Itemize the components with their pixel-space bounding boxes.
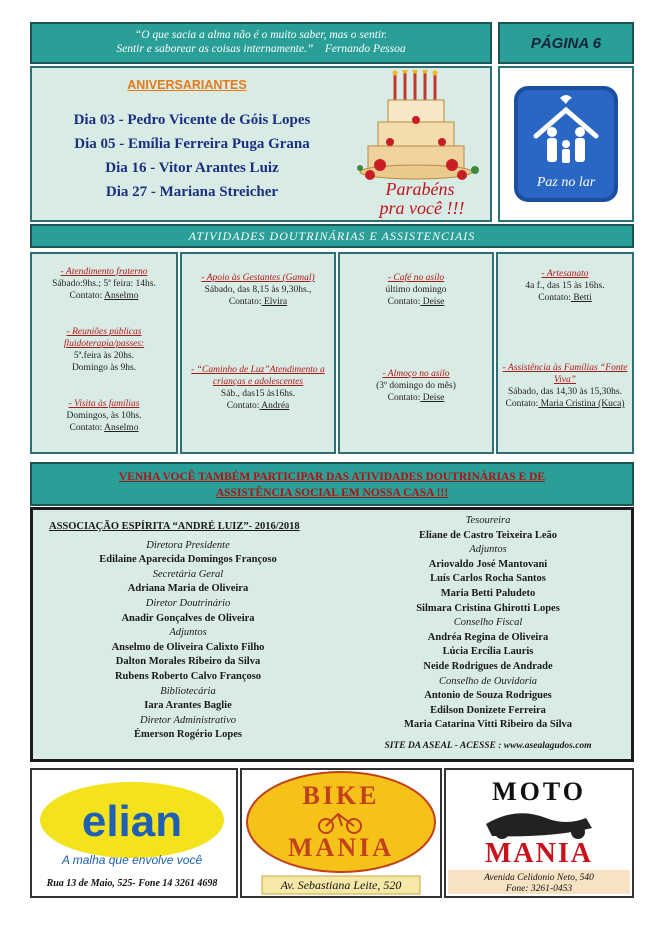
activity-title: - Visita às famílias	[68, 399, 140, 409]
bike-word-1: BIKE	[302, 781, 380, 810]
board-role: Tesoureira	[465, 515, 511, 526]
cake-caption-2: pra você !!!	[379, 198, 465, 218]
board-title: ASSOCIAÇÃO ESPÍRITA “ANDRÉ LUIZ”- 2016/2018	[49, 521, 300, 532]
board-role: Secretária Geral	[152, 568, 224, 580]
quote-line-2: Sentir e saborear as coisas internamente.” Fernando Pessoa	[116, 43, 406, 55]
board-member-name: Dalton Morales Ribeiro da Silva	[115, 656, 261, 668]
board-role: Adjuntos	[169, 627, 207, 639]
contact-name: Anselmo	[104, 423, 139, 433]
activity-title: - Café no asilo	[387, 273, 445, 283]
board-left-column	[43, 520, 333, 743]
bike-address: Av. Sebastiana Leite, 520	[280, 878, 402, 892]
board-role: Diretor Administrativo	[140, 714, 236, 726]
moto-address: Avenida Celidonio Neto, 540	[484, 873, 594, 883]
board-role: Diretora Presidente	[146, 539, 230, 551]
elian-slogan: A malha que envolve você	[61, 853, 203, 867]
birthdays-title: ANIVERSARIANTES	[127, 78, 247, 92]
paz-no-lar-logo	[500, 68, 632, 220]
activity-column-1: - Atendimento fraterno Sábado:9hs.; 5ª feira: 14hs. Contato: Anselmo - Reuniões públicas fluidoterapia/passes: 5ª.feira às 20hs. Domingo às 9hs. - Visita às famílias Domingos, às 10hs. Contato: Anselmo	[30, 252, 178, 454]
moto-word-1: MOTO	[492, 777, 586, 806]
activities-title: ATIVIDADES DOUTRINÁRIAS E ASSISTENCIAIS	[30, 224, 634, 248]
activity-column-4: - Artesanato 4a f., das 15 às 16hs. Contato: Betti - Assistência às Famílias “Fonte Viva” Sábado, das 14,30 às 15,30hs. Contato: Maria Cristina (Kuca)	[496, 252, 634, 454]
board-role: Bibliotecária	[160, 685, 216, 697]
birthdays-list	[32, 108, 352, 204]
paz-no-lar-panel	[498, 66, 634, 222]
page-number: PÁGINA 6	[498, 22, 634, 64]
header-quote	[30, 22, 492, 64]
board-member-name: Edilaine Aparecida Domingos Françoso	[99, 554, 277, 566]
board-member-name: Luís Carlos Rocha Santos	[430, 573, 546, 585]
contact-name: Deise	[420, 297, 445, 307]
board-member-name: Anadir Gonçalves de Oliveira	[121, 612, 255, 624]
activity-title: - Reuniões públicas fluidoterapia/passes:	[63, 327, 145, 349]
board-member-name: Adriana Maria de Oliveira	[127, 583, 249, 595]
board-role: Conselho Fiscal	[453, 617, 523, 629]
birthday-item: Dia 16 - Vitor Arantes Luiz	[105, 160, 279, 176]
bike-word-2: MANIA	[288, 833, 394, 862]
birthday-item: Dia 05 - Emília Ferreira Puga Grana	[74, 136, 310, 152]
birthday-item: Dia 03 - Pedro Vicente de Góis Lopes	[73, 112, 311, 128]
contact-name: Elvira	[261, 297, 288, 307]
moto-word-2: MANIA	[485, 838, 593, 869]
birthday-cake-image	[350, 70, 490, 218]
elian-brand: elian	[81, 797, 183, 846]
birthdays-panel	[30, 66, 492, 222]
board-member-name: Silmara Cristina Ghirotti Lopes	[416, 602, 560, 614]
board-member-name: Rubens Roberto Calvo Françoso	[114, 670, 262, 682]
board-member-name: Lúcia Ercília Lauris	[442, 646, 534, 658]
quote-line-1: “O que sacia a alma não é o muito saber, mas o sentir.	[134, 29, 388, 41]
board-member-name: Eliane de Castro Teixeira Leão	[418, 529, 558, 541]
activity-title: - Artesanato	[541, 269, 589, 279]
board-member-name: Neide Rodrigues de Andrade	[423, 660, 553, 672]
cake-caption-1: Parabéns	[385, 179, 455, 199]
elian-address: Rua 13 de Maio, 525- Fone 14 3261 4698	[46, 878, 218, 889]
contact-name: Betti	[570, 293, 592, 303]
activity-title: - Apoio às Gestantes (Gamal)	[201, 273, 315, 283]
paz-no-lar-text: Paz no lar	[536, 175, 596, 190]
board-role: Conselho de Ouvidoria	[439, 675, 537, 687]
activity-title: - Assistência às Famílias “Fonte Viva”	[502, 363, 628, 385]
board-member-name: Edilson Donizete Ferreira	[430, 704, 546, 716]
site-link[interactable]: SITE DA ASEAL - ACESSE : www.asealagudos.com	[384, 740, 592, 751]
activity-title: - “Caminho de Luz”Atendimento a crianças e adolescentes	[191, 365, 325, 387]
board-member-name: Antonio de Souza Rodrigues	[424, 690, 552, 702]
contact-name: Deise	[420, 393, 445, 403]
bike-mania-ad	[240, 768, 442, 898]
board-member-name: Maria Catarina Vitti Ribeiro da Silva	[403, 719, 573, 731]
quote-author: Fernando Pessoa	[324, 43, 406, 55]
activity-column-3: - Café no asilo último domingo Contato: Deise - Almoço no asilo (3º domingo do mês) Contato: Deise	[338, 252, 494, 454]
board-role: Diretor Doutrinário	[145, 597, 231, 609]
moto-phone: Fone: 3261-0453	[505, 884, 573, 894]
activity-title: - Almoço no asilo	[382, 369, 450, 379]
contact-name: Anselmo	[104, 291, 139, 301]
board-member-name: Andréa Regina de Oliveira	[427, 631, 549, 643]
elian-ad	[30, 768, 238, 898]
board-right-column	[343, 514, 633, 754]
board-member-name: Ariovaldo José Mantovani	[428, 558, 548, 570]
invitation-banner: VENHA VOCÊ TAMBÉM PARTICIPAR DAS ATIVIDADES DOUTRINÁRIAS E DE ASSISTÊNCIA SOCIAL EM NOSSA CASA !!!	[30, 462, 634, 506]
board-member-name: Anselmo de Oliveira Calixto Filho	[111, 641, 265, 653]
board-role: Adjuntos	[469, 544, 507, 556]
board-panel	[30, 507, 634, 762]
contact-name: Andréa	[259, 401, 290, 411]
activity-column-2: - Apoio às Gestantes (Gamal) Sábado, das 8,15 às 9,30hs., Contato: Elvira - “Caminho de Luz”Atendimento a crianças e adolescentes Sáb., das15 às16hs. Contato: Andréa	[180, 252, 336, 454]
activity-title: - Atendimento fraterno	[60, 267, 148, 277]
contact-name: Maria Cristina (Kuca)	[538, 399, 625, 409]
motorcycle-icon	[486, 813, 592, 839]
birthday-item: Dia 27 - Mariana Streicher	[105, 184, 279, 200]
board-member-name: Maria Betti Paludeto	[440, 587, 536, 599]
moto-mania-ad	[444, 768, 634, 898]
board-member-name: Iara Arantes Baglie	[144, 700, 232, 712]
board-member-name: Émerson Rogério Lopes	[134, 729, 242, 741]
